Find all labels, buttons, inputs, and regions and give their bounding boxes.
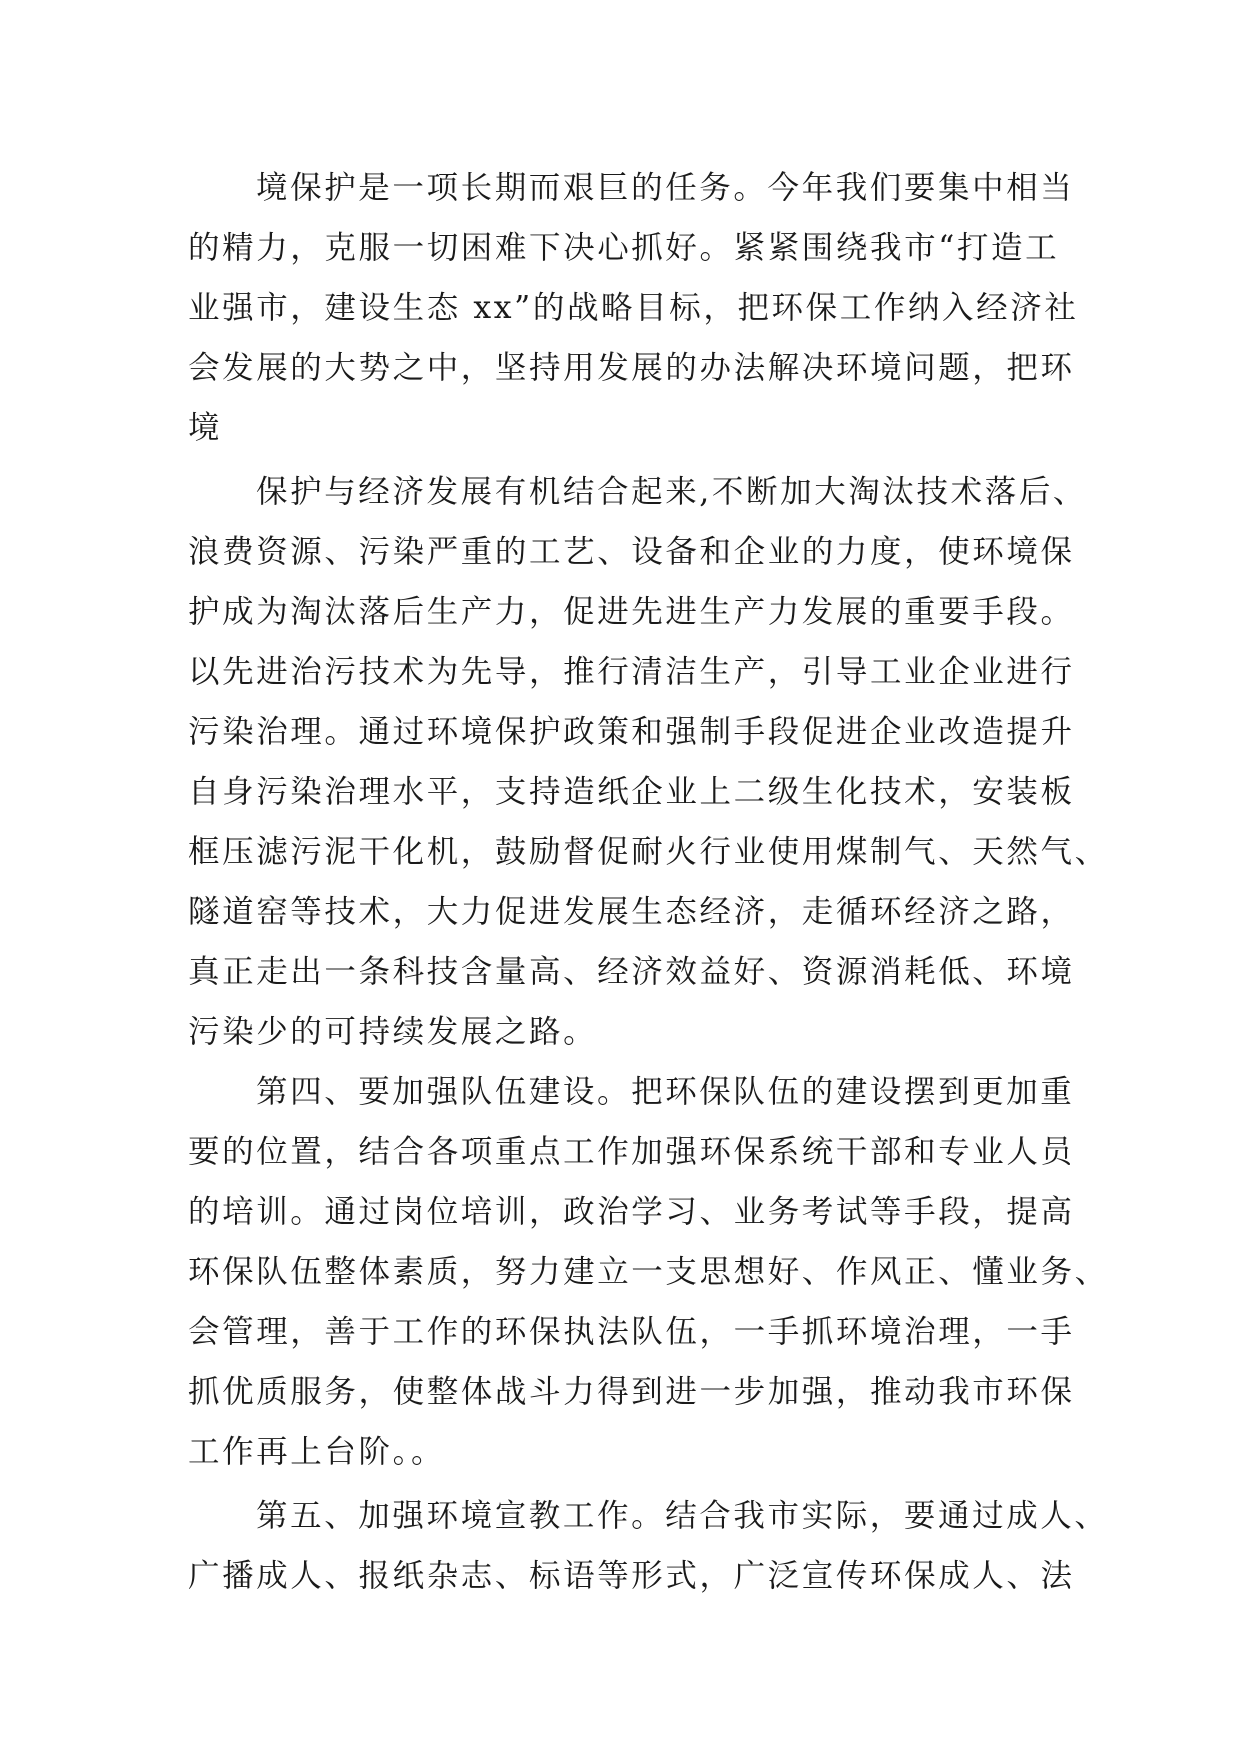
text-line: 要的位置，结合各项重点工作加强环保系统干部和专业人员 — [188, 1134, 1075, 1170]
document-body — [188, 158, 1109, 1606]
text-line: 第四、要加强队伍建设。把环保队伍的建设摆到更加重 — [256, 1074, 1075, 1110]
text-line: 隧道窑等技术，大力促进发展生态经济，走循环经济之路， — [188, 894, 1075, 930]
text-line: 护成为淘汰落后生产力，促进先进生产力发展的重要手段。 — [188, 594, 1075, 630]
text-line: 抓优质服务，使整体战斗力得到进一步加强，推动我市环保 — [188, 1374, 1075, 1410]
text-line: 业强市，建设生态 xx”的战略目标，把环保工作纳入经济社 — [188, 290, 1079, 326]
text-line: 以先进治污技术为先导，推行清洁生产，引导工业企业进行 — [188, 654, 1075, 690]
text-line: 污染治理。通过环境保护政策和强制手段促进企业改造提升 — [188, 714, 1075, 750]
text-line: 广播成人、报纸杂志、标语等形式，广泛宣传环保成人、法 — [188, 1558, 1075, 1594]
text-line: 会发展的大势之中，坚持用发展的办法解决环境问题，把环 — [188, 350, 1075, 386]
text-line: 污染少的可持续发展之路。 — [188, 1014, 598, 1050]
text-line: 真正走出一条科技含量高、经济效益好、资源消耗低、环境 — [188, 954, 1075, 990]
text-line: 第五、加强环境宣教工作。结合我市实际，要通过成人、 — [256, 1498, 1109, 1534]
text-line: 浪费资源、污染严重的工艺、设备和企业的力度，使环境保 — [188, 534, 1075, 570]
text-line: 框压滤污泥干化机，鼓励督促耐火行业使用煤制气、天然气、 — [188, 834, 1109, 870]
text-line: 境 — [188, 410, 223, 446]
text-line: 环保队伍整体素质，努力建立一支思想好、作风正、懂业务、 — [188, 1254, 1109, 1290]
text-line: 的精力，克服一切困难下决心抓好。紧紧围绕我市“打造工 — [188, 230, 1060, 266]
text-line: 的培训。通过岗位培训，政治学习、业务考试等手段，提高 — [188, 1194, 1075, 1230]
text-line: 会管理，善于工作的环保执法队伍，一手抓环境治理，一手 — [188, 1314, 1075, 1350]
text-line: 保护与经济发展有机结合起来,不断加大淘汰技术落后、 — [256, 474, 1088, 510]
text-line: 自身污染治理水平，支持造纸企业上二级生化技术，安装板 — [188, 774, 1075, 810]
text-line: 境保护是一项长期而艰巨的任务。今年我们要集中相当 — [256, 170, 1075, 206]
text-line: 工作再上台阶。。 — [188, 1434, 446, 1470]
